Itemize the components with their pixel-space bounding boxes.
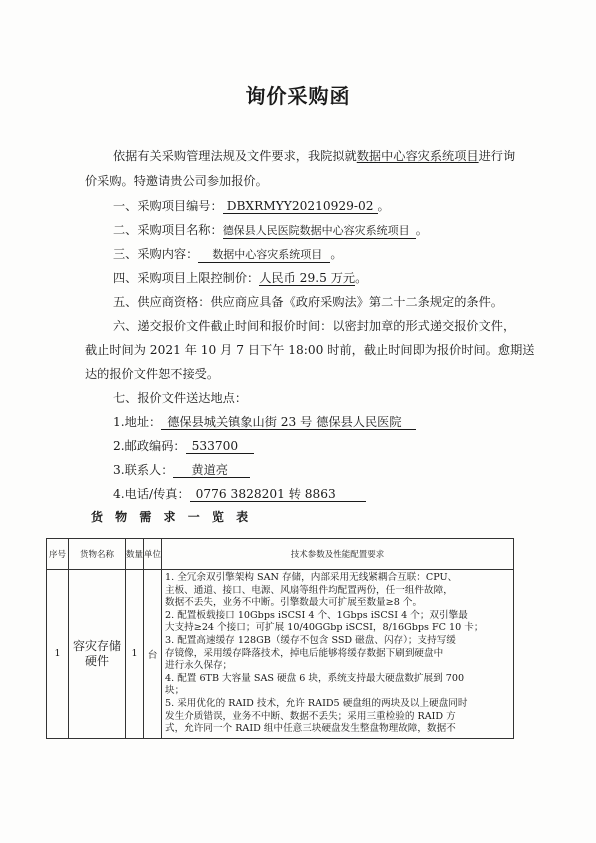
spec-line: 式，允许同一个 RAID 组中任意三块硬盘发生整盘物理故障，数据不 <box>165 723 456 735</box>
intro-text-end: 进行询 <box>478 149 516 163</box>
period: 。 <box>355 271 368 285</box>
spec-line: 4. 配置 6TB 大容量 SAS 硬盘 6 块，系统支持最大硬盘数扩展到 700 <box>165 672 465 684</box>
project-name-value: 德保县人民医院数据中心容灾系统项目 <box>223 224 416 239</box>
phone-value: 0776 3828201 转 8863 <box>190 487 366 502</box>
header-spec: 技术参数及性能配置要求 <box>162 539 514 570</box>
spec-line: 主板、通道、接口、电源、风扇等组件均配置两份，任一组件故障， <box>165 584 453 596</box>
price-value: 人民币 29.5 万元 <box>259 271 356 285</box>
cell-goods-name: 容灾存储硬件 <box>69 570 126 739</box>
zip-value: 533700 <box>186 439 255 454</box>
spec-line: 1. 全冗余双引擎架构 SAN 存储，内部采用无线紧耦合互联：CPU、 <box>165 572 458 583</box>
intro-project-name: 数据中心容灾系统项目 <box>356 149 479 163</box>
content-label: 三、采购内容： <box>113 247 199 261</box>
spec-line: 3. 配置高速缓存 128GB（缓存不包含 SSD 磁盘、闪存）；支持写缓 <box>165 634 456 646</box>
item-content <box>113 246 343 263</box>
item-project-number <box>113 198 390 214</box>
project-number-label: 一、采购项目编号： <box>113 199 223 213</box>
cell-seq: 1 <box>47 570 69 739</box>
table-header-row <box>47 539 514 570</box>
table-row <box>47 570 514 739</box>
goods-requirements-table <box>46 538 514 739</box>
spec-line: 大支持≥24 个接口；可扩展 10/40GGbp iSCSI，8/16Gbps FC 10 卡； <box>165 622 484 634</box>
spec-line: 块； <box>165 685 185 697</box>
spec-line: 进行永久保存； <box>165 660 233 672</box>
cell-unit: 台 <box>144 570 162 739</box>
item-deadline-line-3: 达的报价文件恕不接受。 <box>85 367 220 381</box>
spec-line: 5. 采用优化的 RAID 技术，允许 RAID5 硬盘组的两块及以上硬盘同时 <box>165 697 468 709</box>
phone-line <box>113 486 366 502</box>
spec-line: 存镜像，采用缓存降落技术，掉电后能够将缓存数据下刷到硬盘中 <box>165 647 444 659</box>
period: 。 <box>330 247 343 261</box>
document-title: 询价采购函 <box>245 84 351 108</box>
period: 。 <box>415 223 428 237</box>
period: 。 <box>377 199 390 213</box>
contact-value: 黄道亮 <box>173 463 250 478</box>
contact-line <box>113 462 250 478</box>
spec-line: 2. 配置板载接口 10Gbps iSCSI 4 个、1Gbps iSCSI 4 个；双引擎最 <box>165 609 468 621</box>
project-number-value: DBXRMYY20210929-02 <box>223 199 378 214</box>
header-seq: 序号 <box>47 539 69 570</box>
header-unit: 单位 <box>144 539 162 570</box>
spec-line: 发生介质错误，业务不中断、数据不丢失；采用三重检验的 RAID 方 <box>165 710 456 722</box>
price-label: 四、采购项目上限控制价： <box>113 271 260 285</box>
header-goods-name: 货物名称 <box>69 539 126 570</box>
address-value: 德保县城关镇象山街 23 号 德保县人民医院 <box>161 415 415 430</box>
item-qualification: 五、供应商资格：供应商应具备《政府采购法》第二十二条规定的条件。 <box>113 295 503 309</box>
cell-spec <box>162 570 514 739</box>
zip-label: 2.邮政编码： <box>113 439 186 453</box>
phone-label: 4.电话/传真： <box>113 487 190 501</box>
item-deadline-line-1: 六、递交报价文件截止时间和报价时间：以密封加章的形式递交报价文件， <box>113 319 516 333</box>
intro-line-2: 价采购。特邀请贵公司参加报价。 <box>85 174 268 188</box>
spec-line: 数据不丢失，业务不中断。引擎数最大可扩展至数量≥8 个。 <box>165 597 423 609</box>
intro-text: 依据有关采购管理法规及文件要求，我院拟就 <box>113 149 357 163</box>
content-value: 数据中心容灾系统项目 <box>198 248 330 263</box>
goods-table-title: 货 物 需 求 一 览 表 <box>91 510 253 524</box>
address-line <box>113 414 416 430</box>
header-quantity: 数量 <box>126 539 144 570</box>
zip-line <box>113 438 254 454</box>
item-project-name <box>113 222 428 239</box>
address-section-title: 七、报价文件送达地点： <box>113 391 248 405</box>
address-label: 1.地址： <box>113 415 162 429</box>
contact-label: 3.联系人： <box>113 463 174 477</box>
intro-line-1 <box>113 148 515 164</box>
project-name-label: 二、采购项目名称： <box>113 223 223 237</box>
item-price-limit <box>113 270 367 286</box>
cell-quantity: 1 <box>126 570 144 739</box>
item-deadline-line-2: 截止时间为 2021 年 10 月 7 日下午 18:00 时前，截止时间即为报价时间。愈期送 <box>85 343 535 357</box>
